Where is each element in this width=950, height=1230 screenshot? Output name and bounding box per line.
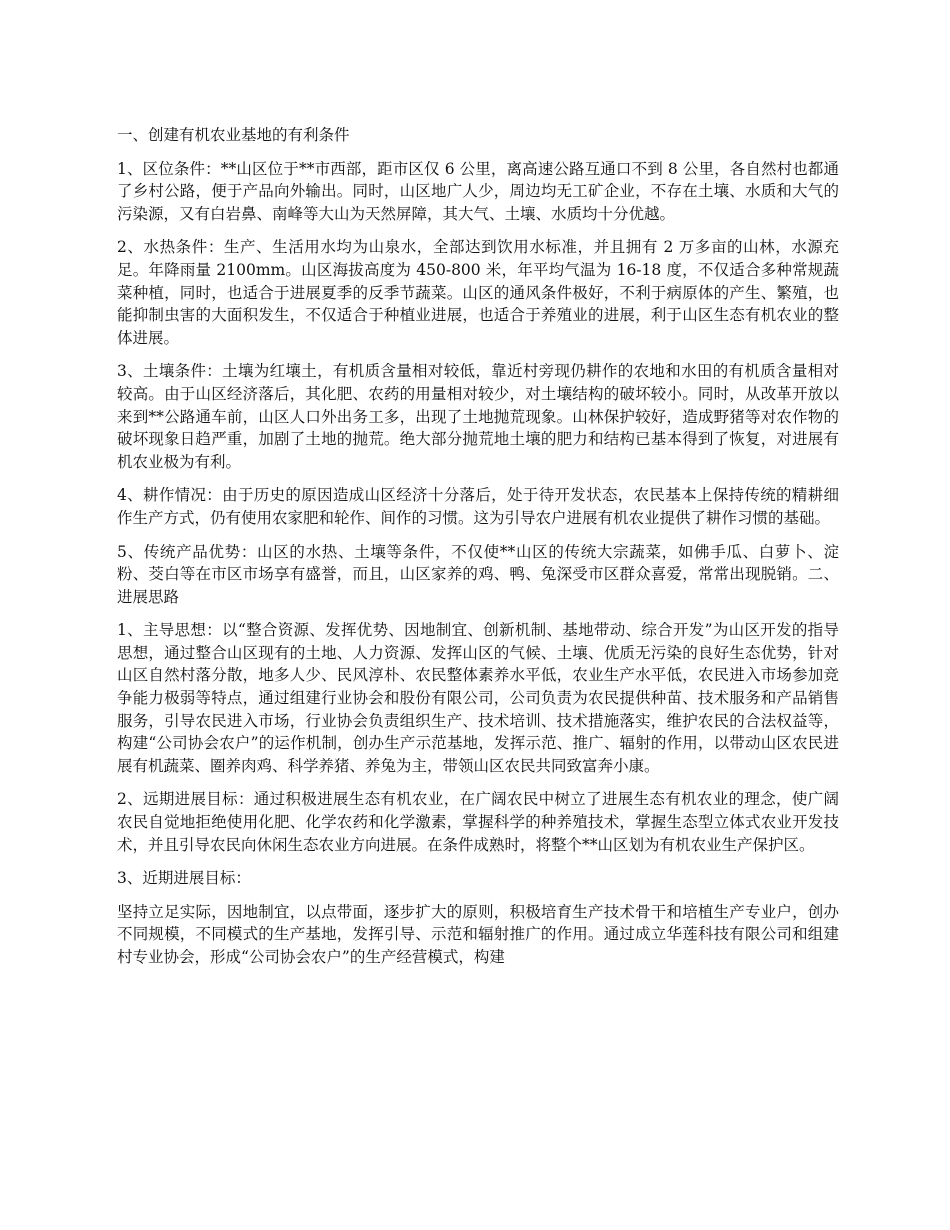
document-page [117, 124, 839, 980]
paragraph-soil: 3、土壤条件：土壤为红壤土，有机质含量相对较低，靠近村旁现仍耕作的农地和水田的有机质含量相对较高。由于山区经济落后，其化肥、农药的用量相对较少，对土壤结构的破坏较小。同时，从改革开放以来到**公路通车前，山区人口外出务工多，出现了土地抛荒现象。山林保护较好，造成野猪等对农作物的破坏现象日趋严重，加剧了土地的抛荒。绝大部分抛荒地土壤的肥力和结构已基本得到了恢复，对进展有机农业极为有利。 [117, 362, 839, 471]
paragraph-long-term-goal: 2、远期进展目标：通过积极进展生态有机农业，在广阔农民中树立了进展生态有机农业的理念，使广阔农民自觉地拒绝使用化肥、化学农药和化学激素，掌握科学的种养殖技术，掌握生态型立体式农业开发技术，并且引导农民向休闲生态农业方向进展。在条件成熟时，将整个**山区划为有机农业生产保护区。 [117, 790, 839, 854]
paragraph-short-term-body: 坚持立足实际，因地制宜，以点带面，逐步扩大的原则，积极培育生产技术骨干和培植生产专业户，创办不同规模，不同模式的生产基地，发挥引导、示范和辐射推广的作用。通过成立华莲科技有限公司和组建村专业协会，形成“公司协会农户”的生产经营模式，构建 [117, 902, 839, 966]
paragraph-short-term-heading: 3、近期进展目标： [117, 869, 251, 888]
paragraph-traditional-products: 5、传统产品优势：山区的水热、土壤等条件，不仅使**山区的传统大宗蔬菜，如佛手瓜、白萝卜、淀粉、茭白等在市区市场享有盛誉，而且，山区家养的鸡、鸭、兔深受市区群众喜爱，常常出现脱销。二、进展思路 [117, 542, 839, 606]
section-heading: 一、创建有机农业基地的有利条件 [117, 126, 350, 144]
paragraph-location: 1、区位条件：**山区位于**市西部，距市区仅 6 公里，离高速公路互通口不到 8 公里，各自然村也都通了乡村公路，便于产品向外输出。同时，山区地广人少，周边均无工矿企业，不存在土壤、水质和大气的污染源，又有白岩鼻、南峰等大山为天然屏障，其大气、土壤、水质均十分优越。 [117, 159, 839, 223]
paragraph-water-heat: 2、水热条件：生产、生活用水均为山泉水，全部达到饮用水标准，并且拥有 2 万多亩的山林，水源充足。年降雨量 2100mm。山区海拔高度为 450-800 米，年平均气温为 16-18 度，不仅适合多种常规蔬菜种植，同时，也适合于进展夏季的反季节蔬菜。山区的通风条件极好，不利于病原体的产生、繁殖，也能抑制虫害的大面积发生，不仅适合于种植业进展，也适合于养殖业的进展，利于山区生态有机农业的整体进展。 [117, 238, 839, 347]
paragraph-guiding-idea: 1、主导思想：以“整合资源、发挥优势、因地制宜、创新机制、基地带动、综合开发”为山区开发的指导思想，通过整合山区现有的土地、人力资源、发挥山区的气候、土壤、优质无污染的良好生态优势，针对山区自然村落分散，地多人少、民风淳朴、农民整体素养水平低，农业生产水平低，农民进入市场参加竞争能力极弱等特点，通过组建行业协会和股份有限公司，公司负责为农民提供种苗、技术服务和产品销售服务，引导农民进入市场，行业协会负责组织生产、技术培训、技术措施落实，维护农民的合法权益等，构建“公司协会农户”的运作机制，创办生产示范基地，发挥示范、推广、辐射的作用，以带动山区农民进展有机蔬菜、圈养肉鸡、科学养猪、养兔为主，带领山区农民共同致富奔小康。 [117, 621, 839, 775]
paragraph-farming: 4、耕作情况：由于历史的原因造成山区经济十分落后，处于待开发状态，农民基本上保持传统的精耕细作生产方式，仍有使用农家肥和轮作、间作的习惯。这为引导农户进展有机农业提供了耕作习惯的基础。 [117, 486, 839, 527]
